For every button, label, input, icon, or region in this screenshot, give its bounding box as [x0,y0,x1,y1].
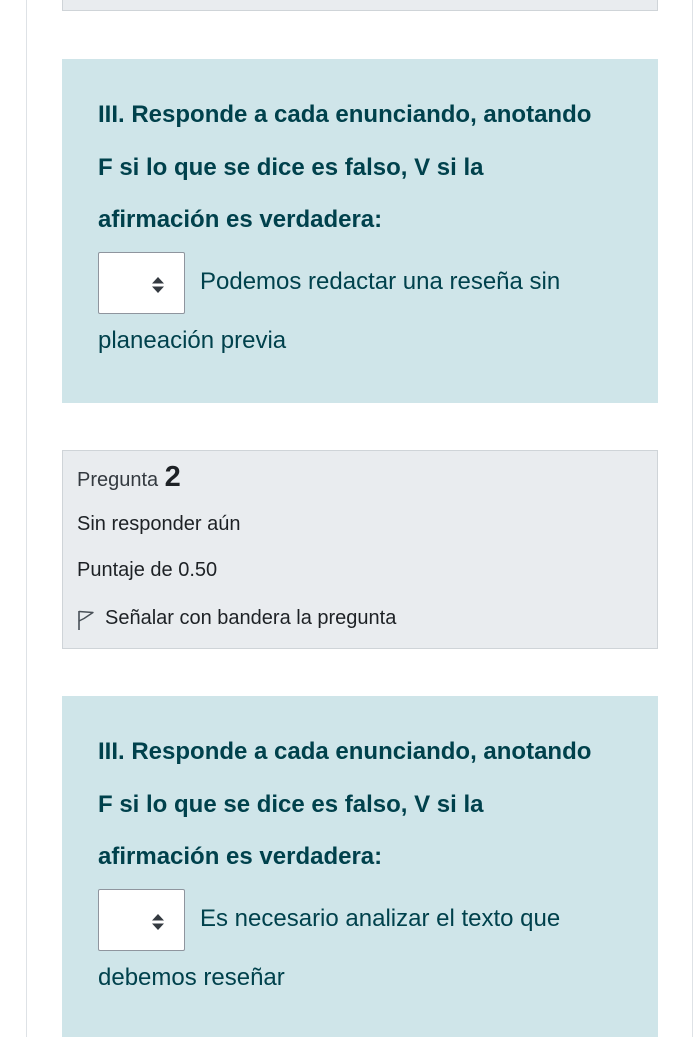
question-2-info-card [62,450,658,649]
question-grade: Puntaje de 0.50 [77,559,218,581]
question-number [77,461,181,494]
statement-line: planeación previa [98,327,287,354]
flag-question-label: Señalar con bandera la pregunta [105,607,397,629]
question-2-instructions [98,726,628,884]
sort-arrows-icon [151,912,165,932]
question-label: Pregunta [77,469,159,491]
question-1-text-box [62,59,658,403]
question-number-value: 2 [164,461,181,493]
question-1-answer-select[interactable] [98,252,185,314]
flag-outline-icon [77,609,95,631]
previous-question-info-card [62,0,658,11]
question-state: Sin responder aún [77,513,241,535]
statement-line: Podemos redactar una reseña sin [200,268,561,295]
instruction-line: III. Responde a cada enunciando, anotando [98,738,592,765]
instruction-line: III. Responde a cada enunciando, anotando [98,101,592,128]
instruction-line: F si lo que se dice es falso, V si la [98,790,484,818]
statement-line: debemos reseñar [98,964,285,991]
question-2-answer-select[interactable] [98,889,185,951]
instruction-line: afirmación es verdadera: [98,843,383,870]
instruction-line: F si lo que se dice es falso, V si la [98,153,484,181]
instruction-line: afirmación es verdadera: [98,206,383,233]
statement-line: Es necesario analizar el texto que [200,905,561,932]
content-border-right [692,0,693,1037]
question-1-instructions [98,89,628,247]
question-2-text-box [62,696,658,1037]
sort-arrows-icon [151,275,165,295]
content-border-left [26,0,27,1037]
